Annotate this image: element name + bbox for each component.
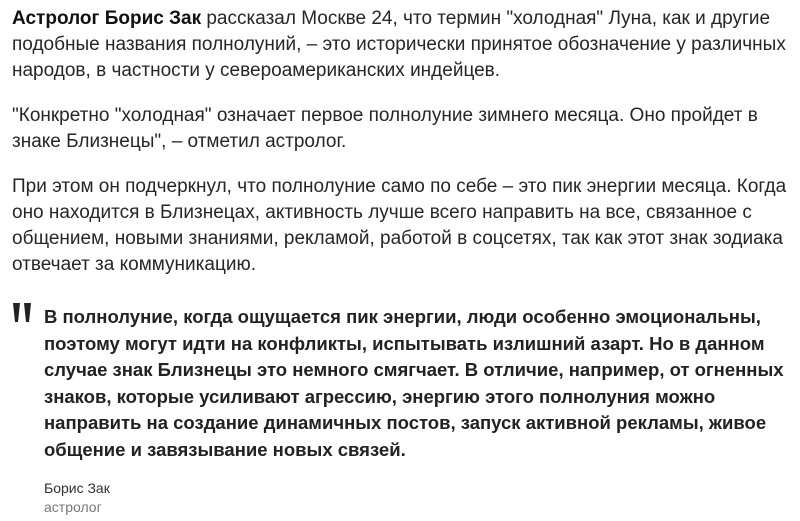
quote-author bbox=[44, 479, 790, 517]
paragraph-gemini-energy: При этом он подчеркнул, что полнолуние само по себе – это пик энергии месяца. Когда оно находится в Близнецах, активность лучше всего направить на все, связанное с общением, новыми знаниями, рекламой, работой в соцсетях, так как этот знак зодиака отвечает за коммуникацию. bbox=[12, 176, 787, 275]
blockquote bbox=[12, 304, 790, 517]
astrologer-name: Астролог Борис Зак bbox=[12, 8, 202, 29]
quote-icon bbox=[12, 302, 34, 324]
paragraph-intro bbox=[12, 6, 790, 84]
author-role: астролог bbox=[44, 499, 102, 515]
paragraph-intro-text: рассказал Москве 24, что термин "холодная" Луна, как и другие подобные названия полнолуний, – это исторически принятое обозначение у различных народов, в частности у североамериканских индейцев. bbox=[12, 8, 786, 81]
quote-text: В полнолуние, когда ощущается пик энергии, люди особенно эмоциональны, поэтому могут идти на конфликты, испытывать излишний азарт. Но в данном случае знак Близнецы это немного смягчает. В отличие, например, от огненных знаков, которые усиливают агрессию, энергию этого полнолуния можно направить на создание динамичных постов, запуск активной рекламы, живое общение и завязывание новых связей. bbox=[44, 306, 784, 460]
author-name: Борис Зак bbox=[44, 480, 110, 496]
paragraph-quote-cold-moon: "Конкретно "холодная" означает первое полнолуние зимнего месяца. Оно пройдет в знаке Близнецы", – отметил астролог. bbox=[12, 105, 758, 152]
